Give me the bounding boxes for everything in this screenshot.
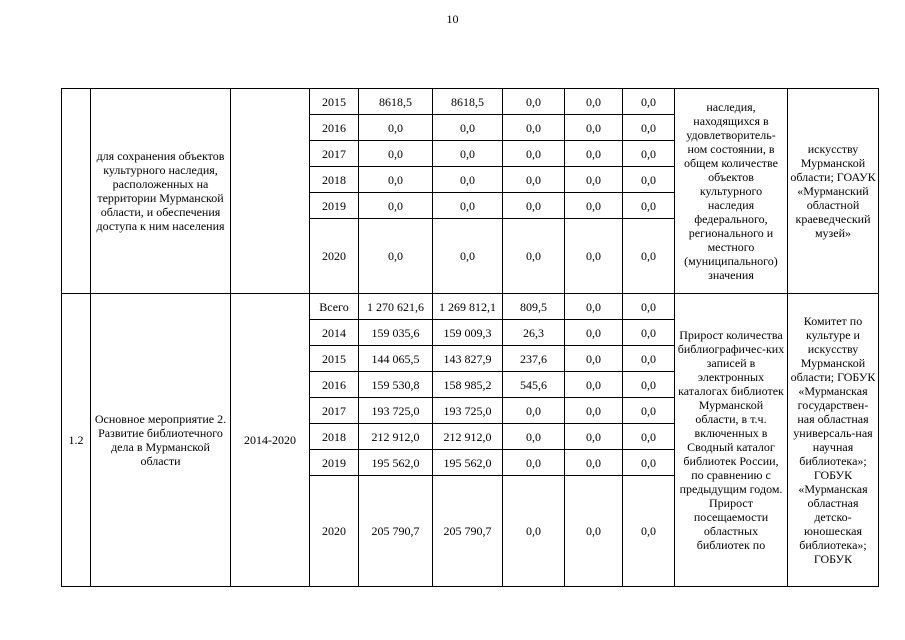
year-cell: 2014 — [310, 320, 359, 346]
amount-regional-cell: 8618,5 — [433, 89, 503, 115]
year-cell: 2017 — [310, 141, 359, 167]
amount-total-cell: 0,0 — [359, 219, 433, 294]
year-cell: 2020 — [310, 219, 359, 294]
amount-other-cell: 0,0 — [623, 294, 675, 320]
amount-other-cell: 0,0 — [623, 219, 675, 294]
amount-other-cell: 0,0 — [623, 346, 675, 372]
amount-local-cell: 0,0 — [565, 89, 623, 115]
table-row — [62, 294, 879, 320]
amount-regional-cell: 212 912,0 — [433, 424, 503, 450]
amount-local-cell: 0,0 — [565, 193, 623, 219]
amount-other-cell: 0,0 — [623, 167, 675, 193]
amount-other-cell: 0,0 — [623, 193, 675, 219]
amount-regional-cell: 0,0 — [433, 115, 503, 141]
amount-federal-cell: 26,3 — [503, 320, 565, 346]
year-cell: 2015 — [310, 346, 359, 372]
amount-regional-cell: 195 562,0 — [433, 450, 503, 476]
amount-regional-cell: 1 269 812,1 — [433, 294, 503, 320]
amount-total-cell: 144 065,5 — [359, 346, 433, 372]
amount-federal-cell: 0,0 — [503, 219, 565, 294]
amount-local-cell: 0,0 — [565, 372, 623, 398]
year-cell: 2019 — [310, 450, 359, 476]
amount-total-cell: 195 562,0 — [359, 450, 433, 476]
amount-total-cell: 8618,5 — [359, 89, 433, 115]
amount-federal-cell: 0,0 — [503, 167, 565, 193]
year-cell: 2015 — [310, 89, 359, 115]
executor-cell: Комитет по культуре и искусству Мурманской области; ГОБУК «Мурманская государствен-ная областная универсаль-ная научная библиотека»; ГОБУК «Мурманская областная детско-юношеская библиотека»; ГОБУК — [788, 294, 879, 587]
amount-federal-cell: 0,0 — [503, 89, 565, 115]
amount-regional-cell: 0,0 — [433, 167, 503, 193]
amount-local-cell: 0,0 — [565, 450, 623, 476]
amount-regional-cell: 159 009,3 — [433, 320, 503, 346]
amount-total-cell: 0,0 — [359, 115, 433, 141]
indicator-cell: наследия, находящихся в удовлетворитель-ном состоянии, в общем количестве объектов культурного наследия федерального, регионального и местного (муниципального) значения — [675, 89, 788, 294]
amount-total-cell: 159 035,6 — [359, 320, 433, 346]
amount-local-cell: 0,0 — [565, 398, 623, 424]
amount-federal-cell: 0,0 — [503, 115, 565, 141]
page-number: 10 — [446, 12, 459, 26]
amount-regional-cell: 0,0 — [433, 141, 503, 167]
amount-federal-cell: 545,6 — [503, 372, 565, 398]
item-period — [231, 89, 310, 294]
amount-local-cell: 0,0 — [565, 424, 623, 450]
amount-other-cell: 0,0 — [623, 372, 675, 398]
year-cell: 2016 — [310, 115, 359, 141]
executor-cell: искусству Мурманской области; ГОАУК «Мурманский областной краеведческий музей» — [788, 89, 879, 294]
amount-local-cell: 0,0 — [565, 346, 623, 372]
amount-local-cell: 0,0 — [565, 115, 623, 141]
amount-local-cell: 0,0 — [565, 320, 623, 346]
amount-local-cell: 0,0 — [565, 476, 623, 587]
item-index — [62, 89, 91, 294]
year-cell: 2018 — [310, 424, 359, 450]
amount-federal-cell: 237,6 — [503, 346, 565, 372]
amount-total-cell: 193 725,0 — [359, 398, 433, 424]
amount-total-cell: 0,0 — [359, 167, 433, 193]
amount-local-cell: 0,0 — [565, 294, 623, 320]
amount-federal-cell: 0,0 — [503, 193, 565, 219]
amount-federal-cell: 0,0 — [503, 450, 565, 476]
indicator-cell: Прирост количества библиографичес-ких записей в электронных каталогах библиотек Мурманской области, в т.ч. включенных в Сводный каталог библиотек России, по сравнению с предыдущим годом. Прирост посещаемости областных библиотек по — [675, 294, 788, 587]
year-cell: 2017 — [310, 398, 359, 424]
program-table — [61, 88, 879, 587]
amount-total-cell: 159 530,8 — [359, 372, 433, 398]
table-row — [62, 89, 879, 115]
amount-federal-cell: 0,0 — [503, 476, 565, 587]
amount-other-cell: 0,0 — [623, 320, 675, 346]
amount-regional-cell: 193 725,0 — [433, 398, 503, 424]
amount-federal-cell: 0,0 — [503, 141, 565, 167]
amount-local-cell: 0,0 — [565, 141, 623, 167]
item-index: 1.2 — [62, 294, 91, 587]
year-cell: 2019 — [310, 193, 359, 219]
amount-other-cell: 0,0 — [623, 450, 675, 476]
amount-total-cell: 0,0 — [359, 141, 433, 167]
amount-total-cell: 1 270 621,6 — [359, 294, 433, 320]
year-cell: Всего — [310, 294, 359, 320]
amount-regional-cell: 0,0 — [433, 219, 503, 294]
amount-local-cell: 0,0 — [565, 219, 623, 294]
item-period: 2014-2020 — [231, 294, 310, 587]
amount-total-cell: 205 790,7 — [359, 476, 433, 587]
item-name: Основное мероприятие 2. Развитие библиотечного дела в Мурманской области — [91, 294, 231, 587]
amount-federal-cell: 0,0 — [503, 398, 565, 424]
amount-total-cell: 212 912,0 — [359, 424, 433, 450]
amount-other-cell: 0,0 — [623, 141, 675, 167]
year-cell: 2018 — [310, 167, 359, 193]
item-name: для сохранения объектов культурного наследия, расположенных на территории Мурманской области, и обеспечения доступа к ним населения — [91, 89, 231, 294]
amount-total-cell: 0,0 — [359, 193, 433, 219]
amount-regional-cell: 158 985,2 — [433, 372, 503, 398]
amount-other-cell: 0,0 — [623, 89, 675, 115]
amount-regional-cell: 143 827,9 — [433, 346, 503, 372]
amount-federal-cell: 0,0 — [503, 424, 565, 450]
amount-regional-cell: 0,0 — [433, 193, 503, 219]
amount-other-cell: 0,0 — [623, 476, 675, 587]
amount-other-cell: 0,0 — [623, 115, 675, 141]
amount-local-cell: 0,0 — [565, 167, 623, 193]
amount-other-cell: 0,0 — [623, 424, 675, 450]
year-cell: 2020 — [310, 476, 359, 587]
amount-regional-cell: 205 790,7 — [433, 476, 503, 587]
year-cell: 2016 — [310, 372, 359, 398]
amount-federal-cell: 809,5 — [503, 294, 565, 320]
amount-other-cell: 0,0 — [623, 398, 675, 424]
